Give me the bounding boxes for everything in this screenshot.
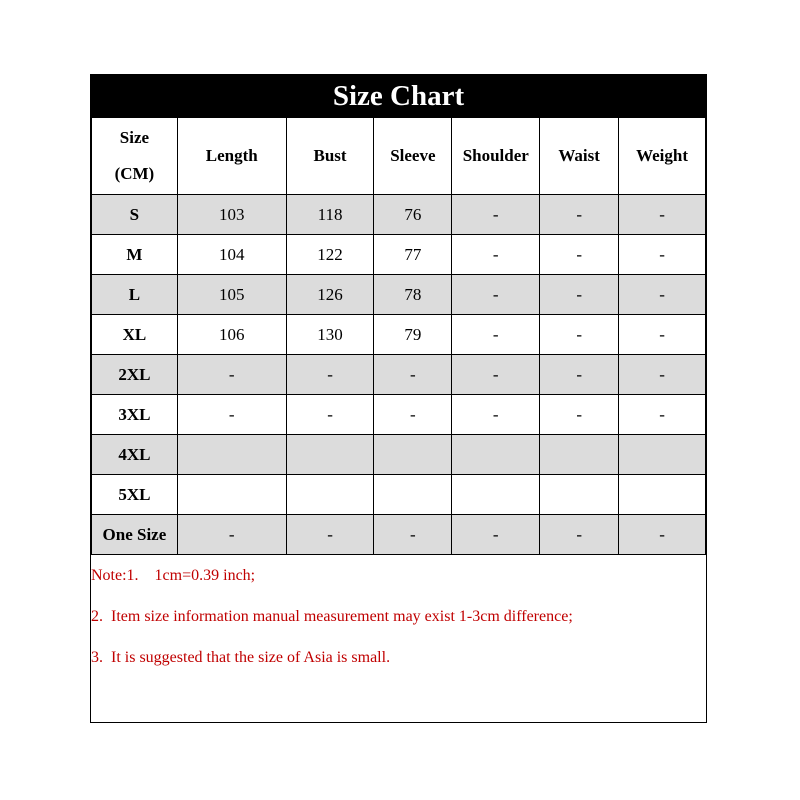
- weight-cell: [619, 475, 706, 515]
- waist-cell: [540, 435, 619, 475]
- shoulder-cell: -: [452, 235, 540, 275]
- table-row: [92, 515, 706, 555]
- sleeve-cell: -: [374, 355, 452, 395]
- header-row: [92, 118, 706, 195]
- table-row: [92, 475, 706, 515]
- length-cell: 104: [177, 235, 286, 275]
- sleeve-cell: 77: [374, 235, 452, 275]
- waist-cell: -: [540, 275, 619, 315]
- shoulder-cell: -: [452, 195, 540, 235]
- waist-cell: -: [540, 355, 619, 395]
- chart-title: Size Chart: [91, 75, 706, 117]
- length-cell: -: [177, 355, 286, 395]
- size-label-cell: One Size: [92, 515, 178, 555]
- bust-cell: 118: [286, 195, 374, 235]
- sleeve-cell: [374, 435, 452, 475]
- weight-cell: -: [619, 315, 706, 355]
- shoulder-cell: [452, 475, 540, 515]
- length-cell: -: [177, 515, 286, 555]
- table-row: [92, 275, 706, 315]
- size-label-cell: 2XL: [92, 355, 178, 395]
- bust-cell: [286, 475, 374, 515]
- length-cell: -: [177, 395, 286, 435]
- waist-cell: -: [540, 195, 619, 235]
- size-label-cell: XL: [92, 315, 178, 355]
- shoulder-cell: -: [452, 315, 540, 355]
- table-row: [92, 195, 706, 235]
- size-label-cell: M: [92, 235, 178, 275]
- size-label-cell: 5XL: [92, 475, 178, 515]
- column-header-bust: Bust: [286, 118, 374, 195]
- length-cell: 106: [177, 315, 286, 355]
- sleeve-cell: -: [374, 515, 452, 555]
- waist-cell: -: [540, 235, 619, 275]
- size-label-cell: L: [92, 275, 178, 315]
- bust-cell: -: [286, 355, 374, 395]
- bust-cell: 130: [286, 315, 374, 355]
- table-row: [92, 355, 706, 395]
- length-cell: 103: [177, 195, 286, 235]
- waist-cell: -: [540, 395, 619, 435]
- weight-cell: -: [619, 195, 706, 235]
- size-column-header: [92, 118, 178, 195]
- size-label-cell: 4XL: [92, 435, 178, 475]
- size-chart: [90, 74, 707, 723]
- size-header-label: Size: [119, 128, 150, 147]
- weight-cell: -: [619, 355, 706, 395]
- note-2: 2. Item size information manual measurement may exist 1-3cm difference;: [91, 608, 573, 625]
- column-header-waist: Waist: [540, 118, 619, 195]
- column-header-sleeve: Sleeve: [374, 118, 452, 195]
- bust-cell: [286, 435, 374, 475]
- shoulder-cell: -: [452, 515, 540, 555]
- waist-cell: -: [540, 315, 619, 355]
- note-3: 3. It is suggested that the size of Asia is small.: [91, 649, 391, 666]
- table-row: [92, 435, 706, 475]
- note-1: Note:1. 1cm=0.39 inch;: [91, 567, 256, 584]
- length-cell: [177, 475, 286, 515]
- bust-cell: -: [286, 395, 374, 435]
- weight-cell: [619, 435, 706, 475]
- size-label-cell: S: [92, 195, 178, 235]
- shoulder-cell: [452, 435, 540, 475]
- bust-cell: 126: [286, 275, 374, 315]
- sleeve-cell: -: [374, 395, 452, 435]
- shoulder-cell: -: [452, 395, 540, 435]
- sleeve-cell: [374, 475, 452, 515]
- bust-cell: 122: [286, 235, 374, 275]
- length-cell: 105: [177, 275, 286, 315]
- sleeve-cell: 76: [374, 195, 452, 235]
- weight-cell: -: [619, 235, 706, 275]
- waist-cell: [540, 475, 619, 515]
- column-header-length: Length: [177, 118, 286, 195]
- size-table: [91, 117, 706, 555]
- shoulder-cell: -: [452, 355, 540, 395]
- table-row: [92, 235, 706, 275]
- column-header-weight: Weight: [619, 118, 706, 195]
- size-label-cell: 3XL: [92, 395, 178, 435]
- bust-cell: -: [286, 515, 374, 555]
- sleeve-cell: 79: [374, 315, 452, 355]
- shoulder-cell: -: [452, 275, 540, 315]
- table-row: [92, 315, 706, 355]
- weight-cell: -: [619, 275, 706, 315]
- column-header-shoulder: Shoulder: [452, 118, 540, 195]
- sleeve-cell: 78: [374, 275, 452, 315]
- table-body: [92, 195, 706, 555]
- table-row: [92, 395, 706, 435]
- waist-cell: -: [540, 515, 619, 555]
- weight-cell: -: [619, 395, 706, 435]
- size-header-unit: (CM): [114, 164, 155, 183]
- length-cell: [177, 435, 286, 475]
- weight-cell: -: [619, 515, 706, 555]
